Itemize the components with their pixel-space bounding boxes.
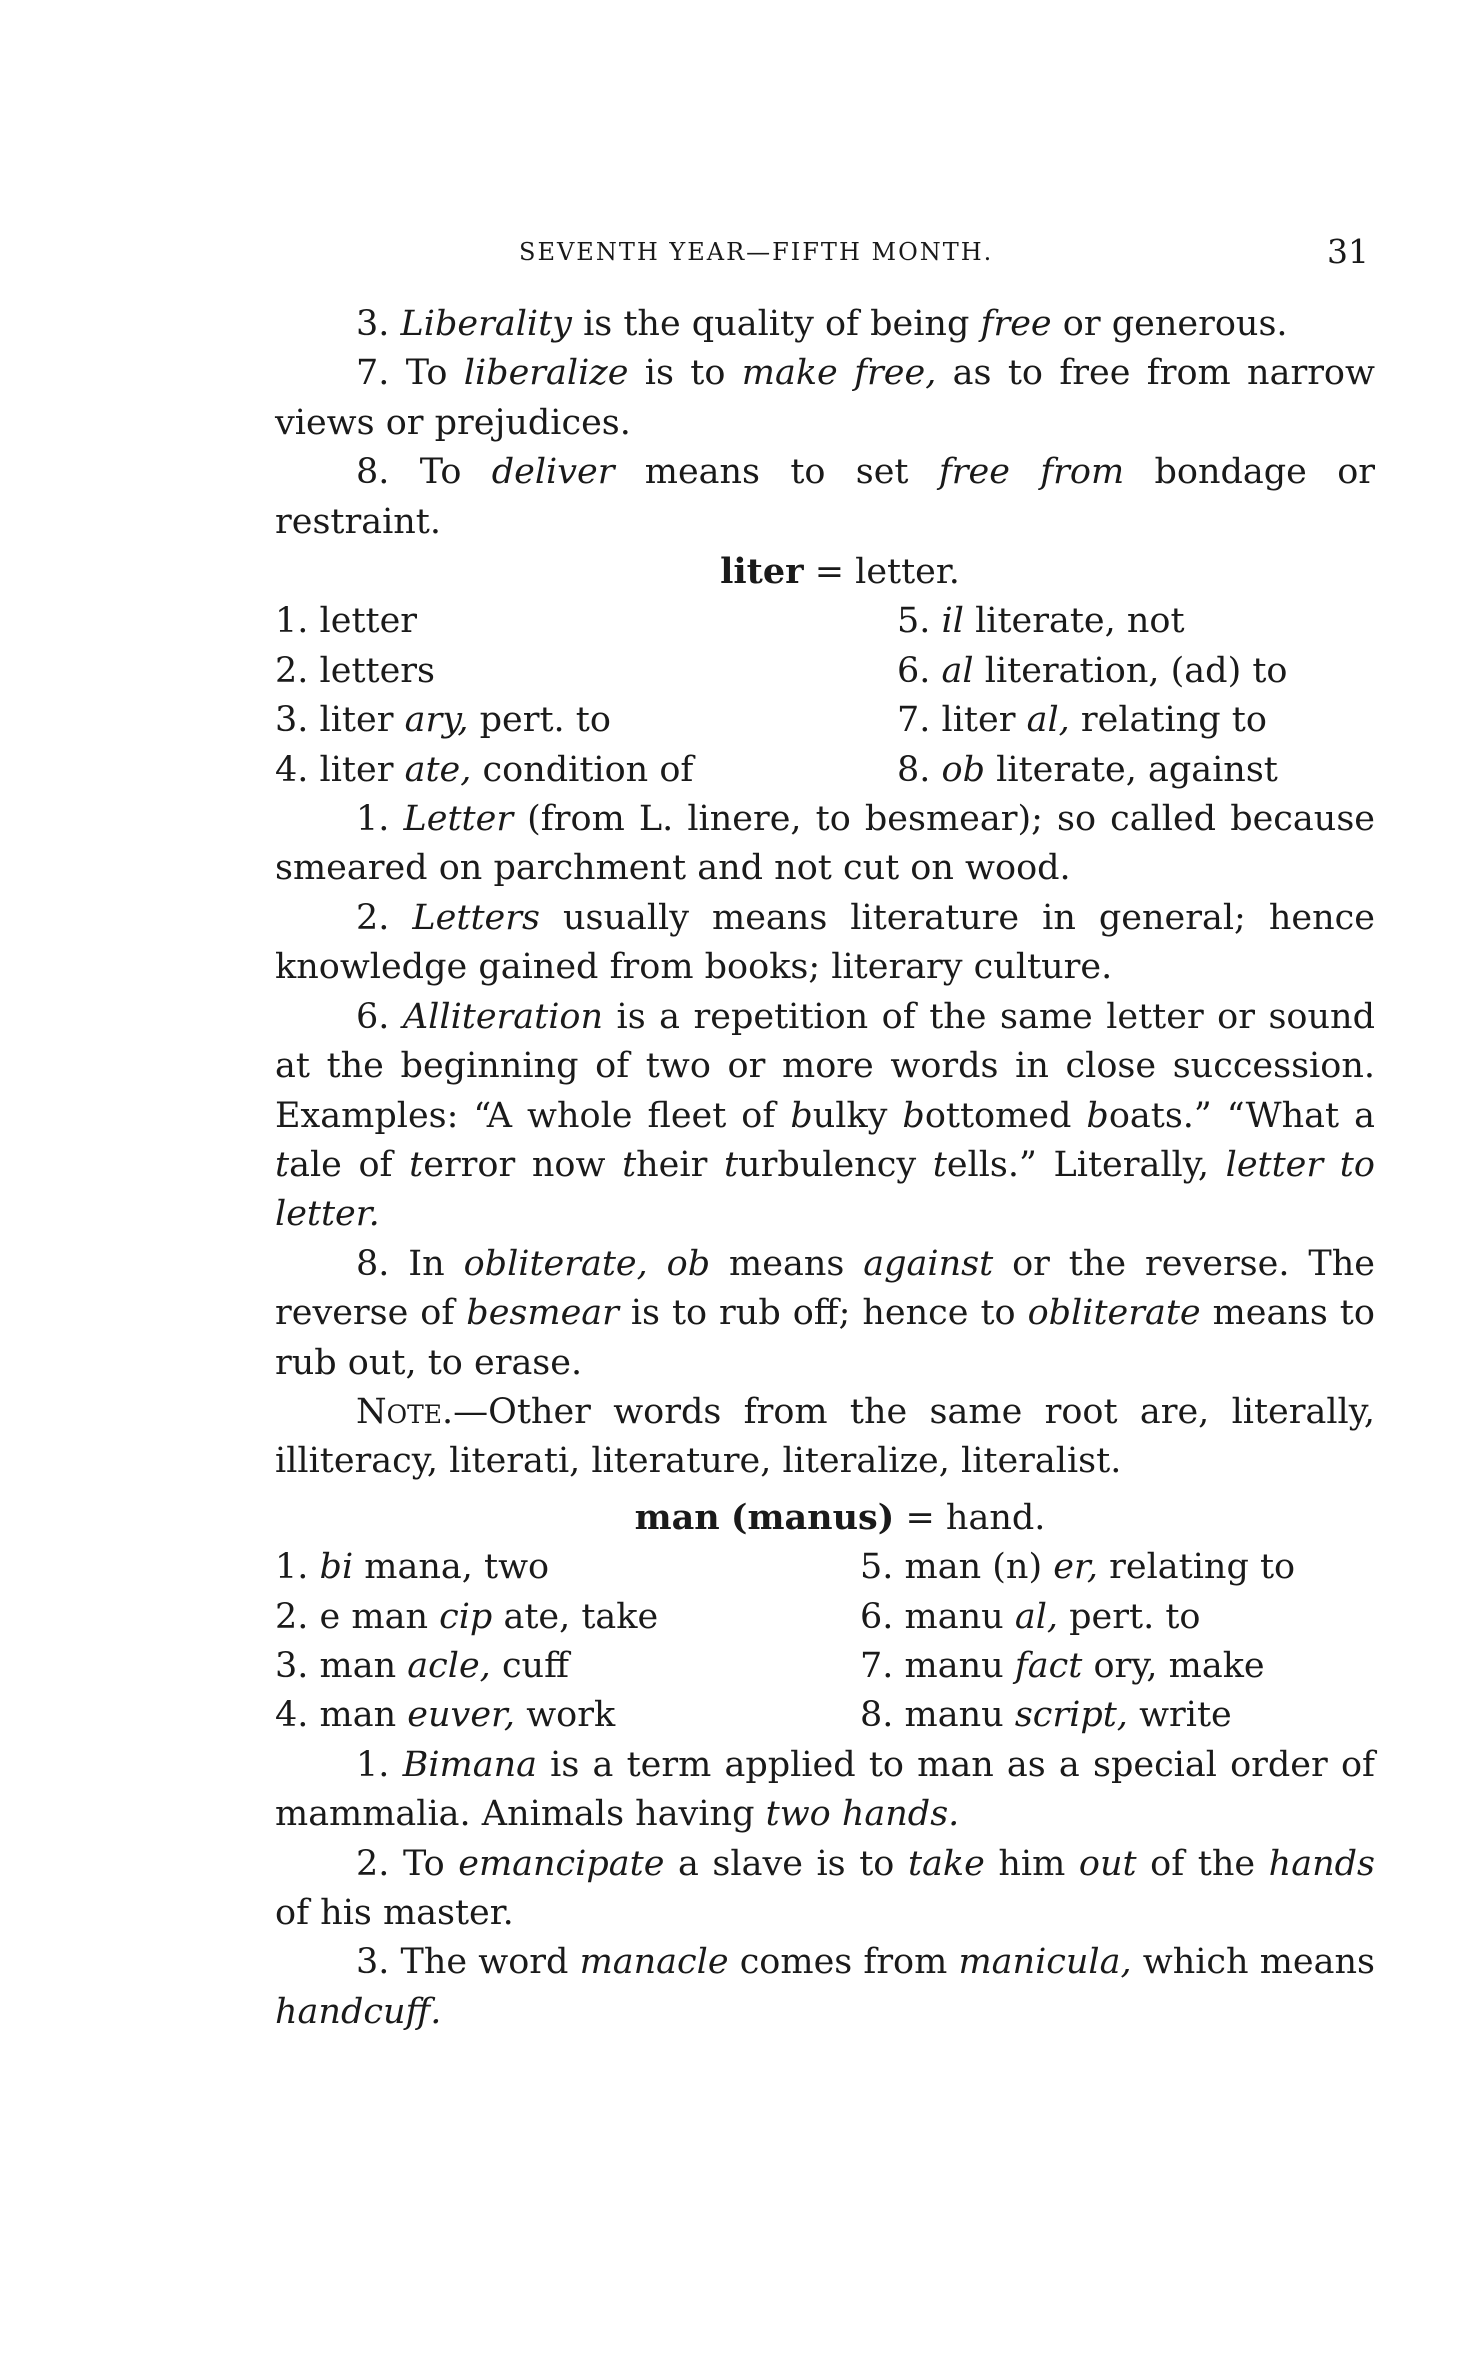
list-item: 1. bi mana, two [275, 1547, 550, 1588]
list-item: 1. letter [275, 601, 418, 642]
page-header [0, 232, 1458, 278]
paragraph-bimana: 1. Bimana is a term applied to man as a special order of mammalia. Animals having two hands. [275, 1744, 1375, 1835]
paragraph-liberality: 3. Liberality is the quality of being free or generous. [356, 304, 1288, 344]
list-item: 7. manu fact ory, make [860, 1645, 1265, 1686]
page-number: 31 [1327, 232, 1369, 271]
paragraph-deliver: 8. To deliver means to set free from bondage or restraint. [275, 452, 1375, 542]
list-item: 4. liter ate, condition of [275, 749, 694, 790]
section-heading-liter: liter = letter. [720, 551, 960, 593]
section-heading-man: man (manus) = hand. [634, 1496, 1046, 1538]
list-item: 4. man euver, work [275, 1695, 616, 1736]
page-body [275, 300, 1375, 2037]
list-item: 2. e man cip ate, take [275, 1596, 659, 1637]
list-item: 3. man acle, cuff [275, 1645, 569, 1686]
word-list-man [275, 1543, 1375, 1741]
paragraph-letter: 1. Letter (from L. linere, to besmear); so called because smeared on parchment and not cut on wood. [275, 799, 1375, 889]
running-head: SEVENTH YEAR—FIFTH MONTH. [519, 238, 994, 266]
list-item: 8. ob literate, against [897, 749, 1278, 790]
list-item: 5. man (n) er, relating to [860, 1547, 1296, 1588]
paragraph-manacle: 3. The word manacle comes from manicula, which means handcuff. [275, 1942, 1375, 2032]
list-item: 3. liter ary, pert. to [275, 700, 611, 741]
paragraph-letters: 2. Letters usually means literature in general; hence knowledge gained from books; literary culture. [275, 897, 1375, 988]
list-item: 7. liter al, relating to [897, 700, 1267, 741]
paragraph-liberalize: 7. To liberalize is to make free, as to free from narrow views or prejudices. [275, 353, 1375, 443]
list-item: 5. il literate, not [897, 601, 1185, 642]
paragraph-emancipate: 2. To emancipate a slave is to take him out of the hands of his master. [275, 1843, 1375, 1933]
paragraph-alliteration: 6. Alliteration is a repetition of the same letter or sound at the beginning of two or more words in close succession. Examples: “A whole fleet of bulky bottomed boats.” “What a tale of terror now their turbulency tells.” Literally, letter to letter. [275, 996, 1375, 1235]
list-item: 6. manu al, pert. to [860, 1596, 1201, 1637]
list-item: 8. manu script, write [860, 1695, 1232, 1736]
paragraph-note: Note.—Other words from the same root are, literally, illiteracy, literati, literature, literalize, literalist. [275, 1391, 1375, 1482]
list-item: 6. al literation, (ad) to [897, 650, 1288, 691]
word-list-liter [275, 597, 1375, 795]
list-item: 2. letters [275, 650, 435, 691]
note-label: Note. [356, 1391, 454, 1432]
paragraph-obliterate: 8. In obliterate, ob means against or the reverse. The reverse of besmear is to rub off; hence to obliterate means to rub out, to erase. [275, 1243, 1375, 1383]
